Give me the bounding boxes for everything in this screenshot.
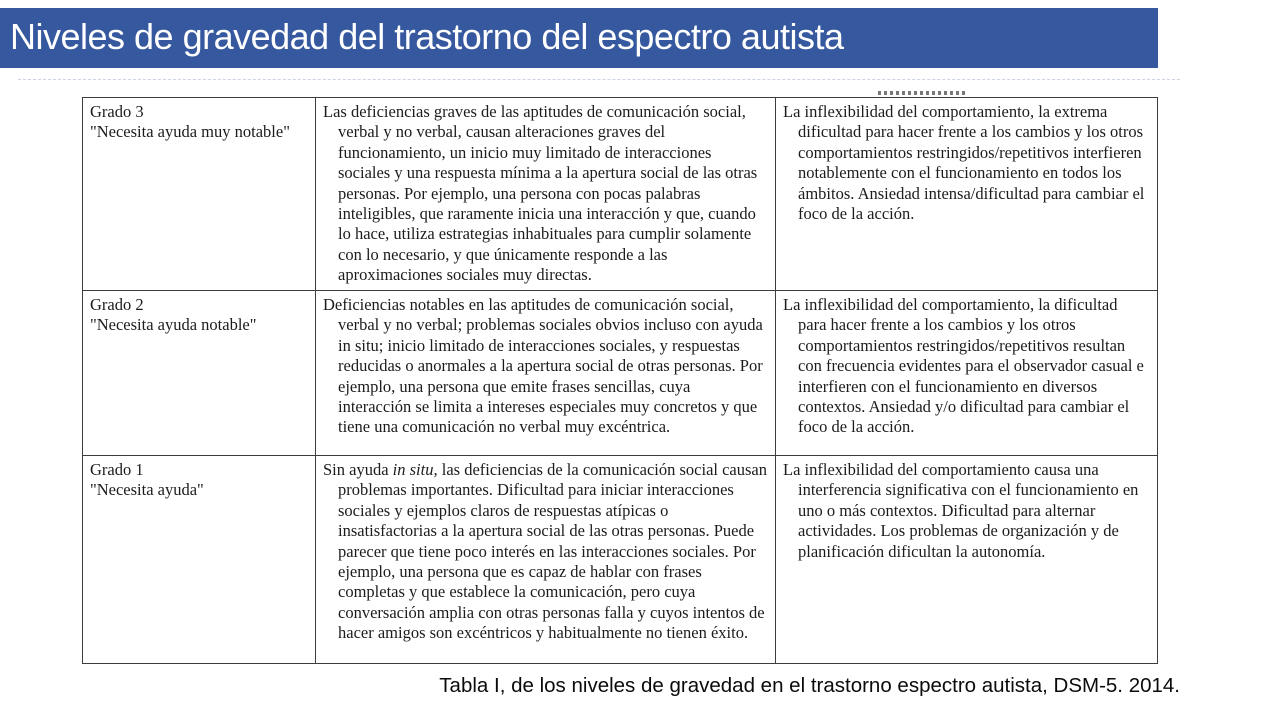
grade-help-label: "Necesita ayuda muy notable" [90,122,290,142]
cropped-text-artifact [878,91,966,95]
social-communication-text: Deficiencias notables en las aptitudes de comunicación social, verbal y no verbal; problemas sociales obvios incluso con ayuda in situ; inicio limitado de interacciones sociales, y respuestas reducidas o anormales a la apertura social de otras personas. Por ejemplo, una persona que emite frases sencillas, cuya interacción se limita a intereses especiales muy concretos y que tiene una comunicación no verbal muy excéntrica. [323,295,763,437]
table-row-grado-1 [83,456,1158,664]
title-underline-divider [18,79,1180,80]
restricted-behaviors-cell [776,98,1158,291]
restricted-behaviors-cell [776,456,1158,664]
table-caption: Tabla I, de los niveles de gravedad en el trastorno espectro autista, DSM-5. 2014. [439,674,1180,697]
severity-table [82,97,1158,664]
table-row-grado-2 [83,291,1158,456]
social-communication-text: Sin ayuda in situ, las deficiencias de la comunicación social causan problemas importantes. Dificultad para iniciar interacciones sociales y ejemplos claros de respuestas atípicas o insatisfactorias a la apertura social de las otras personas. Puede parecer que tiene poco interés en las interacciones sociales. Por ejemplo, una persona que es capaz de hablar con frases completas y que establece la comunicación, pero cuya conversación amplia con otras personas falla y cuyos intentos de hacer amigos son excéntricos y habitualmente no tienen éxito. [323,460,768,643]
restricted-behaviors-text: La inflexibilidad del comportamiento, la dificultad para hacer frente a los cambios y los otros comportamientos restringidos/repetitivos resultan con frecuencia evidentes para el observador casual e interfieren con el funcionamiento en diversos contextos. Ansiedad y/o dificultad para cambiar el foco de la acción. [783,295,1144,437]
grade-number: Grado 2 [90,295,144,314]
social-communication-cell [316,291,776,456]
social-communication-text: Las deficiencias graves de las aptitudes de comunicación social, verbal y no verbal, causan alteraciones graves del funcionamiento, un inicio muy limitado de interacciones sociales y una respuesta mínima a la apertura social de las otras personas. Por ejemplo, una persona con pocas palabras inteligibles, que raramente inicia una interacción y que, cuando lo hace, utiliza estrategias inhabituales para cumplir solamente con lo necesario, y que únicamente responde a las aproximaciones sociales muy directas. [323,102,758,285]
grade-cell [83,98,316,291]
restricted-behaviors-text: La inflexibilidad del comportamiento causa una interferencia significativa con el funcionamiento en uno o más contextos. Dificultad para alternar actividades. Los problemas de organización y de planificación dificultan la autonomía. [783,460,1139,561]
page-title: Niveles de gravedad del trastorno del espectro autista [10,16,844,57]
grade-help-label: "Necesita ayuda" [90,480,204,500]
grade-cell [83,456,316,664]
social-communication-cell [316,98,776,291]
table-row-grado-3 [83,98,1158,291]
grade-cell [83,291,316,456]
title-bar [0,8,1158,68]
restricted-behaviors-text: La inflexibilidad del comportamiento, la extrema dificultad para hacer frente a los cambios y los otros comportamientos restringidos/repetitivos interfieren notablemente con el funcionamiento en todos los ámbitos. Ansiedad intensa/dificultad para cambiar el foco de la acción. [783,102,1145,224]
grade-number: Grado 1 [90,460,144,479]
social-communication-cell [316,456,776,664]
grade-help-label: "Necesita ayuda notable" [90,315,257,335]
restricted-behaviors-cell [776,291,1158,456]
grade-number: Grado 3 [90,102,144,121]
